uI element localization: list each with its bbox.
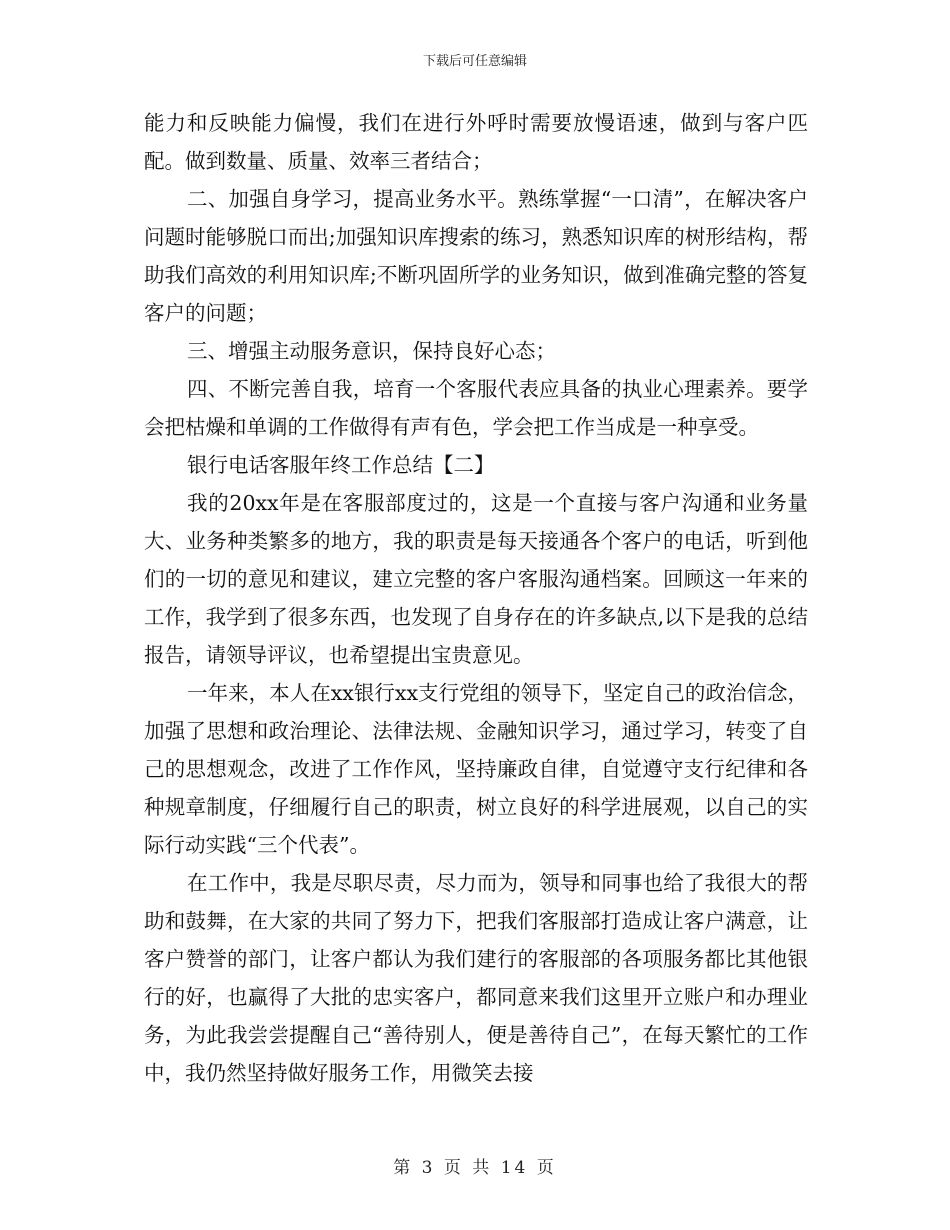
document-body — [144, 104, 808, 1092]
paragraph-continuation: 能力和反映能力偏慢，我们在进行外呼时需要放慢语速，做到与客户匹配。做到数量、质量、效率三者结合； — [144, 111, 808, 173]
paragraph-work: 在工作中，我是尽职尽责，尽力而为，领导和同事也给了我很大的帮助和鼓舞，在大家的共同了努力下，把我们客服部打造成让客户满意，让客户赞誉的部门，让客户都认为我们建行的客服部的各项服务都比其他银行的好，也赢得了大批的忠实客户，都同意来我们这里开立账户和办理业务，为此我尝尝提醒自己“善待别人，便是善待自己”，在每天繁忙的工作中，我仍然坚持做好服务工作，用微笑去接 — [144, 871, 808, 1085]
paragraph-item-3: 三、增强主动服务意识，保持良好心态； — [187, 339, 557, 363]
paragraph-item-2: 二、加强自身学习，提高业务水平。熟练掌握“一口清”，在解决客户问题时能够脱口而出;加强知识库搜索的练习，熟悉知识库的树形结构，帮助我们高效的利用知识库;不断巩固所学的业务知识，做到准确完整的答复客户的问题； — [144, 187, 808, 325]
paragraph-item-4: 四、不断完善自我，培育一个客服代表应具备的执业心理素养。要学会把枯燥和单调的工作做得有声有色，学会把工作当成是一种享受。 — [144, 377, 808, 439]
page-number: 第 3 页 共 14 页 — [393, 1158, 557, 1178]
section-heading: 银行电话客服年终工作总结【二】 — [187, 453, 495, 477]
paragraph-year-review: 一年来，本人在xx银行xx支行党组的领导下，坚定自己的政治信念，加强了思想和政治理论、法律法规、金融知识学习，通过学习，转变了自己的思想观念，改进了工作作风，坚持廉政自律，自觉遵守支行纪律和各种规章制度，仔细履行自己的职责，树立良好的科学进展观，以自己的实际行动实践“三个代表”。 — [144, 681, 808, 857]
page-header: 下载后可任意编辑 — [422, 54, 527, 69]
paragraph-intro: 我的20xx年是在客服部度过的，这是一个直接与客户沟通和业务量大、业务种类繁多的地方，我的职责是每天接通各个客户的电话，听到他们的一切的意见和建议，建立完整的客户客服沟通档案。回顾这一年来的工作，我学到了很多东西，也发现了自身存在的许多缺点,以下是我的总结报告，请领导评议，也希望提出宝贵意见。 — [144, 491, 808, 667]
